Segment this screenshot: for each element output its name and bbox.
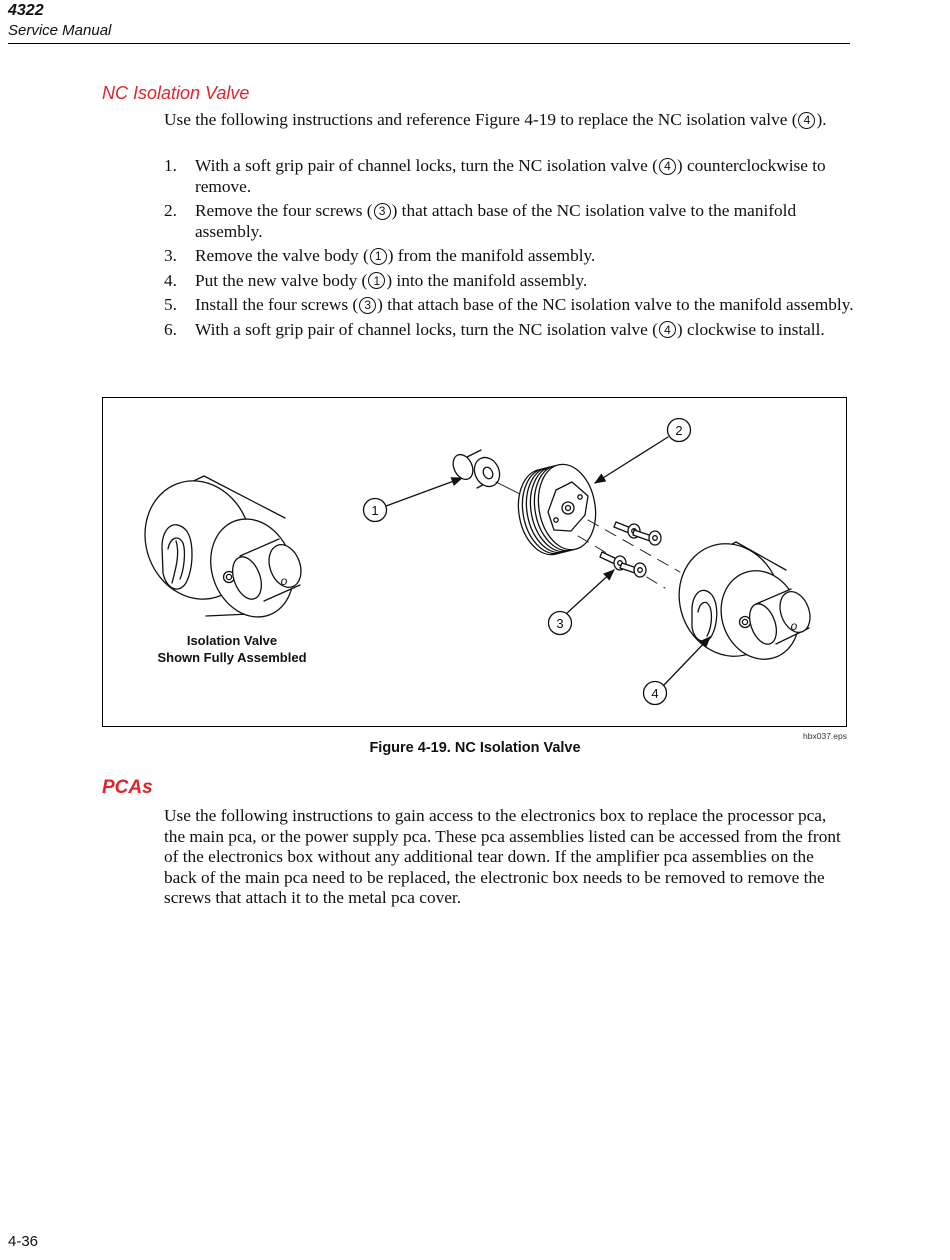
step-number: 2. bbox=[164, 201, 177, 220]
callout-1-leader bbox=[386, 478, 462, 506]
component-reference-circle: 4 bbox=[659, 158, 676, 175]
assembled-valve-mark: o bbox=[280, 574, 288, 588]
component-reference-circle: 4 bbox=[659, 321, 676, 338]
text-fragment: ) counterclockwise to remove. bbox=[195, 156, 826, 196]
text-fragment: Put the new valve body ( bbox=[195, 270, 368, 290]
text-fragment: ) that attach base of the NC isolation valve to the manifold assembly. bbox=[377, 295, 854, 314]
text-fragment: Use the following instructions and reference Figure 4-19 to replace the NC isolation valve ( bbox=[164, 110, 798, 129]
assembled-valve-caption bbox=[132, 632, 332, 666]
pcas-paragraph: Use the following instructions to gain access to the electronics box to replace the processor pca, the main pca, or the power supply pca. These pca assemblies listed can be accessed from the front of the electronics box without any additional tear down. If the amplifier pca assemblies on the back of the main pca need to be replaced, the electronic box needs to be removed to remove the screws that attach it to the metal pca cover. bbox=[164, 806, 841, 907]
callout-4-label: 4 bbox=[651, 686, 659, 701]
threaded-base-part bbox=[512, 460, 602, 559]
valve-body-part bbox=[449, 449, 520, 494]
step-number: 1. bbox=[164, 156, 177, 175]
text-fragment: ) clockwise to install. bbox=[676, 319, 825, 339]
component-reference-circle: 3 bbox=[359, 297, 376, 314]
text-fragment: With a soft grip pair of channel locks, turn the NC isolation valve ( bbox=[195, 319, 658, 339]
callout-3-label: 3 bbox=[556, 616, 564, 631]
callout-1-bubble bbox=[364, 499, 387, 522]
text-fragment: Remove the four screws ( bbox=[195, 201, 373, 220]
component-reference-circle: 3 bbox=[374, 203, 391, 220]
step-number: 5. bbox=[164, 295, 177, 314]
text-fragment: Remove the valve body ( bbox=[195, 246, 369, 265]
callout-2-bubble bbox=[668, 419, 691, 442]
manual-model-number: 4322 bbox=[8, 2, 44, 19]
callout-3-leader bbox=[566, 570, 614, 614]
component-reference-circle: 1 bbox=[370, 248, 387, 265]
component-reference-circle: 1 bbox=[368, 272, 385, 289]
callout-2-leader bbox=[595, 437, 668, 483]
nc-isolation-valve-part bbox=[664, 529, 816, 670]
assembled-valve-drawing bbox=[129, 466, 307, 631]
component-reference-circle: 4 bbox=[798, 112, 815, 129]
step-number: 3. bbox=[164, 246, 177, 265]
page-number: 4-36 bbox=[8, 1233, 39, 1250]
section-heading-pcas: PCAs bbox=[102, 777, 153, 798]
assembled-caption-line-2: Shown Fully Assembled bbox=[157, 650, 307, 665]
figure-caption: Figure 4-19. NC Isolation Valve bbox=[369, 740, 581, 756]
step-number: 4. bbox=[164, 270, 177, 290]
callout-3-bubble bbox=[549, 612, 572, 635]
manual-title: Service Manual bbox=[8, 22, 112, 39]
nc-valve-mark: o bbox=[790, 619, 798, 633]
text-fragment: Install the four screws ( bbox=[195, 295, 359, 314]
section-heading-nc-isolation-valve: NC Isolation Valve bbox=[102, 83, 250, 103]
figure-file-label: hbx037.eps bbox=[803, 731, 847, 741]
assembled-caption-line-1: Isolation Valve bbox=[186, 633, 278, 648]
text-fragment: With a soft grip pair of channel locks, turn the NC isolation valve ( bbox=[195, 156, 658, 175]
callout-1-label: 1 bbox=[371, 503, 379, 518]
callout-4-leader bbox=[664, 637, 710, 685]
text-fragment: ) from the manifold assembly. bbox=[387, 246, 596, 265]
text-fragment: ) into the manifold assembly. bbox=[386, 270, 588, 290]
callout-2-label: 2 bbox=[675, 423, 683, 438]
text-fragment: ) that attach base of the NC isolation valve to the manifold assembly. bbox=[195, 201, 797, 241]
callout-4-bubble bbox=[644, 682, 667, 705]
step-number: 6. bbox=[164, 319, 177, 339]
text-fragment: ). bbox=[816, 110, 827, 129]
